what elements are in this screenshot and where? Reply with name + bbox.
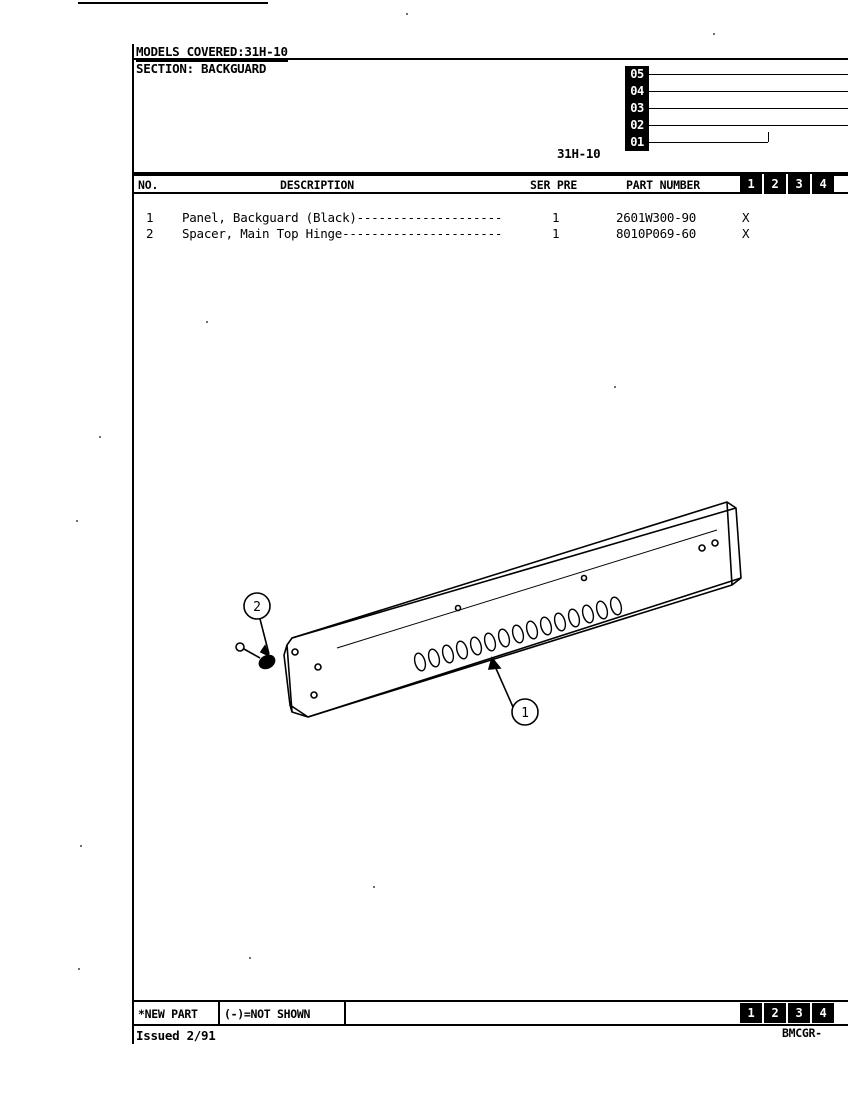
mounting-hole: [315, 664, 321, 670]
mounting-hole: [456, 606, 461, 611]
scan-speck: [99, 436, 101, 438]
model-code-chip[interactable]: 04: [625, 83, 649, 100]
footer-column-number-2[interactable]: 2: [764, 1003, 786, 1023]
footer-not-shown: (-)=NOT SHOWN: [224, 1007, 311, 1021]
part-description: Spacer, Main Top Hinge----------------------: [182, 226, 503, 241]
callout-1-label: 1: [521, 706, 529, 721]
column-number-2[interactable]: 2: [764, 174, 786, 194]
scan-speck: [249, 957, 251, 959]
section-line: [136, 61, 266, 76]
scan-speck: [406, 13, 408, 15]
model-code-lead: [649, 142, 768, 143]
footer-divider: [218, 1002, 220, 1024]
mounting-hole: [712, 540, 718, 546]
column-number-1[interactable]: 1: [740, 174, 762, 194]
model-code-chip[interactable]: 02: [625, 117, 649, 134]
section-value: BACKGUARD: [201, 61, 267, 76]
col-header-description: DESCRIPTION: [280, 178, 354, 192]
col-header-ser-pre: SER PRE: [530, 178, 578, 192]
issued-date: Issued 2/91: [136, 1028, 216, 1043]
page-footer: [132, 1000, 848, 1026]
mounting-hole: [311, 692, 317, 698]
part-number: 2601W300-90: [616, 210, 697, 225]
panel-vent-slots: [413, 596, 624, 672]
spacer-part: [236, 643, 277, 671]
part-description: Panel, Backguard (Black)--------------------: [182, 210, 503, 225]
scan-speck: [76, 520, 78, 522]
part-number: 8010P069-60: [616, 226, 697, 241]
col-header-no: NO.: [138, 178, 159, 192]
part-no: 2: [146, 226, 154, 241]
model-code-drop: [768, 132, 769, 142]
part-no: 1: [146, 210, 154, 225]
mounting-hole: [582, 576, 587, 581]
model-code-chip[interactable]: 01: [625, 134, 649, 151]
exploded-view-illustration: [132, 430, 848, 860]
callout-1: [489, 658, 538, 725]
scan-speck: [78, 968, 80, 970]
scan-speck: [206, 321, 208, 323]
models-covered: [136, 44, 288, 59]
parts-list: [132, 210, 848, 242]
footer-divider: [344, 1002, 346, 1024]
footer-column-number-4[interactable]: 4: [812, 1003, 834, 1023]
table-row: [132, 210, 848, 226]
footer-new-part: *NEW PART: [138, 1007, 198, 1021]
mounting-hole: [699, 545, 705, 551]
footer-column-number-1[interactable]: 1: [740, 1003, 762, 1023]
model-code-chip[interactable]: 03: [625, 100, 649, 117]
doc-code: BMCGR-: [782, 1026, 822, 1040]
models-covered-value: 31H-10: [244, 44, 288, 59]
mounting-hole: [292, 649, 298, 655]
part-ser-pre: 1: [552, 226, 560, 241]
models-covered-label: MODELS COVERED:: [136, 44, 245, 59]
section-label: SECTION:: [136, 61, 194, 76]
scan-speck: [373, 886, 375, 888]
top-trim-rule: [78, 2, 268, 4]
scan-speck: [713, 33, 715, 35]
model-code-lead: [649, 91, 848, 92]
column-number-4[interactable]: 4: [812, 174, 834, 194]
panel-right-end: [727, 502, 732, 585]
scan-speck: [80, 845, 82, 847]
scan-speck: [614, 386, 616, 388]
part-column-mark: X: [742, 210, 750, 225]
footer-column-number-3[interactable]: 3: [788, 1003, 810, 1023]
model-code-lead: [649, 74, 848, 75]
header-model-name: 31H-10: [557, 146, 601, 161]
column-number-3[interactable]: 3: [788, 174, 810, 194]
backguard-panel-drawing: [132, 430, 848, 860]
model-code-chip[interactable]: 05: [625, 66, 649, 83]
callout-2-label: 2: [253, 600, 261, 615]
model-code-lead: [649, 108, 848, 109]
model-code-lead: [649, 125, 848, 126]
table-column-header: [132, 172, 848, 194]
part-column-mark: X: [742, 226, 750, 241]
panel-bottom-fold: [308, 578, 741, 717]
table-row: [132, 226, 848, 242]
panel-outline: [287, 502, 741, 717]
col-header-part-number: PART NUMBER: [626, 178, 700, 192]
panel-top-fold: [292, 508, 736, 638]
part-ser-pre: 1: [552, 210, 560, 225]
